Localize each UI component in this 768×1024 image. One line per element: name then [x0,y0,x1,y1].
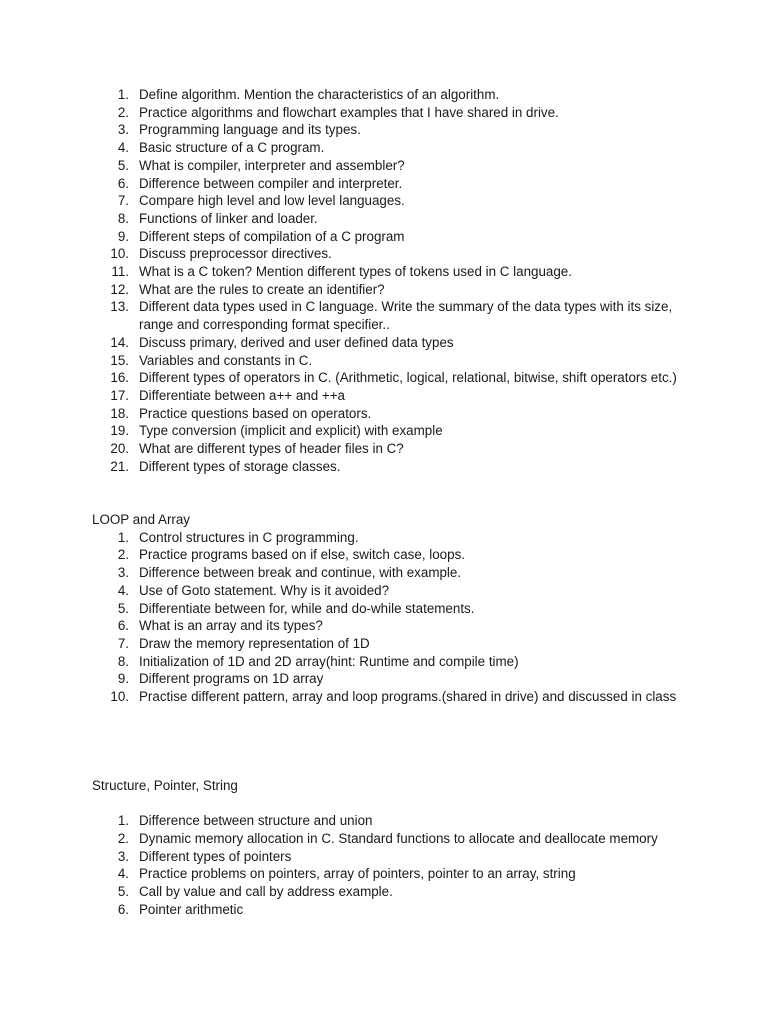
list-item-number: 4. [117,866,129,882]
list-item [0,334,679,352]
list-item [0,352,679,370]
list-item-text: Functions of linker and loader. [139,210,318,226]
list-item-text: Compare high level and low level languages. [139,193,405,209]
list-item-text: What is compiler, interpreter and assembler? [139,157,405,173]
question-list [0,86,768,475]
list-item-number: 1. [117,813,129,829]
list-item-text: Programming language and its types. [139,122,361,138]
list-item-number: 2. [117,831,129,847]
section-structure-pointer-string [0,777,768,919]
list-item-text: Difference between structure and union [139,813,373,829]
list-item-number: 2. [117,547,129,563]
list-item-number: 8. [117,210,129,226]
list-item [0,529,679,547]
list-item [0,86,679,104]
list-item-text: Discuss primary, derived and user defined data types [139,334,454,350]
list-item-number: 9. [117,671,129,687]
list-item [0,830,679,848]
list-item-text: Difference between compiler and interpreter. [139,175,403,191]
list-item-text: Different types of pointers [139,848,292,864]
list-item-number: 13. [110,299,129,315]
list-item-text: Practice problems on pointers, array of pointers, pointer to an array, string [139,866,576,882]
list-item [0,228,679,246]
list-item-text: Difference between break and continue, with example. [139,565,462,581]
list-item-text: Differentiate between a++ and ++a [139,387,345,403]
list-item-number: 17. [110,387,129,403]
list-item [0,245,679,263]
list-item [0,157,679,175]
list-item-text: Practice algorithms and flowchart examples that I have shared in drive. [139,104,559,120]
list-item-number: 10. [110,689,129,705]
list-item [0,369,679,387]
list-item-text: Variables and constants in C. [139,352,313,368]
list-item [0,175,679,193]
list-item-number: 6. [117,618,129,634]
list-item-number: 1. [117,529,129,545]
list-item-number: 5. [117,157,129,173]
list-item-text: What is an array and its types? [139,618,323,634]
list-item [0,865,679,883]
list-item [0,883,679,901]
list-item [0,901,679,919]
list-item-text: Type conversion (implicit and explicit) with example [139,423,443,439]
list-item [0,600,679,618]
list-item-number: 6. [117,901,129,917]
list-item-number: 14. [110,334,129,350]
list-item-text: Different types of storage classes. [139,458,341,474]
list-item-number: 15. [110,352,129,368]
section-basics [0,86,768,475]
list-item-text: Different data types used in C language. Write the summary of the data types with its size, range and corresponding format specifier.. [139,299,673,333]
section-heading: Structure, Pointer, String [92,778,238,793]
list-item-text: Differentiate between for, while and do-while statements. [139,600,475,616]
list-item [0,104,679,122]
list-item-text: Different types of operators in C. (Arithmetic, logical, relational, bitwise, shift operators etc.) [139,370,677,386]
list-item-number: 8. [117,653,129,669]
list-item-text: What are the rules to create an identifier? [139,281,385,297]
list-item-text: Dynamic memory allocation in C. Standard functions to allocate and deallocate memory [139,831,658,847]
list-item [0,422,679,440]
list-item-number: 16. [110,370,129,386]
list-item-text: What is a C token? Mention different types of tokens used in C language. [139,264,572,280]
list-item-text: Initialization of 1D and 2D array(hint: Runtime and compile time) [139,653,519,669]
list-item-text: What are different types of header files in C? [139,441,404,457]
list-item-number: 3. [117,122,129,138]
list-item [0,405,679,423]
list-item [0,440,679,458]
list-item-number: 4. [117,140,129,156]
list-item [0,582,679,600]
list-item [0,688,679,706]
list-item-text: Different programs on 1D array [139,671,324,687]
list-item [0,387,679,405]
list-item-text: Basic structure of a C program. [139,140,325,156]
list-item-text: Practice programs based on if else, switch case, loops. [139,547,465,563]
list-item-number: 9. [117,228,129,244]
list-item-number: 7. [117,635,129,651]
list-item [0,192,679,210]
list-item [0,653,679,671]
list-item-number: 21. [110,458,129,474]
list-item-number: 20. [110,441,129,457]
list-item-number: 5. [117,884,129,900]
list-item-number: 3. [117,565,129,581]
list-item-text: Use of Goto statement. Why is it avoided? [139,582,390,598]
list-item-text: Call by value and call by address example. [139,884,393,900]
section-loop-array [0,511,768,706]
list-item-number: 1. [117,87,129,102]
question-list [0,812,768,918]
list-item [0,812,679,830]
list-item-number: 19. [110,423,129,439]
list-item-number: 2. [117,104,129,120]
list-item [0,139,679,157]
list-item-text: Pointer arithmetic [139,901,244,917]
list-item-number: 10. [110,246,129,262]
list-item-number: 6. [117,175,129,191]
question-list [0,529,768,706]
list-item-number: 7. [117,193,129,209]
list-item-text: Control structures in C programming. [139,529,359,545]
list-item-number: 5. [117,600,129,616]
list-item-text: Draw the memory representation of 1D [139,635,370,651]
list-item [0,298,679,333]
list-item [0,617,679,635]
list-item-number: 4. [117,582,129,598]
list-item-text: Define algorithm. Mention the characteristics of an algorithm. [139,87,500,102]
list-item [0,635,679,653]
list-item [0,848,679,866]
list-item-number: 11. [111,264,129,280]
list-item-text: Practice questions based on operators. [139,405,372,421]
list-item [0,546,679,564]
list-item-number: 3. [117,848,129,864]
list-item [0,281,679,299]
list-item [0,458,679,476]
list-item [0,670,679,688]
list-item [0,210,679,228]
list-item-number: 12. [110,281,129,297]
list-item-number: 18. [110,405,129,421]
list-item [0,263,679,281]
list-item-text: Different steps of compilation of a C program [139,228,405,244]
section-heading: LOOP and Array [92,512,191,527]
list-item-text: Discuss preprocessor directives. [139,246,332,262]
list-item-text: Practise different pattern, array and loop programs.(shared in drive) and discussed in class [139,689,677,705]
list-item [0,564,679,582]
list-item [0,121,679,139]
